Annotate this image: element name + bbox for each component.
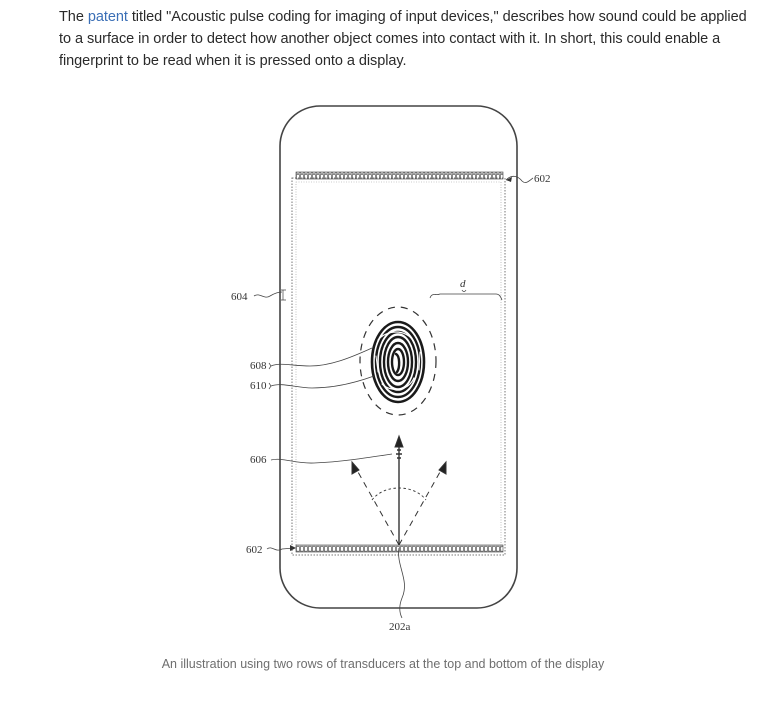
transducer-row-bottom — [296, 545, 503, 552]
patent-link[interactable]: patent — [87, 9, 128, 25]
label-d: d — [460, 278, 466, 290]
figure-caption: An illustration using two rows of transducers at the top and bottom of the display — [161, 657, 605, 671]
intro-text-start: The — [59, 9, 88, 25]
label-608: 608 — [250, 360, 267, 372]
transducer-row-top — [296, 172, 503, 179]
fingerprint-icon — [372, 322, 424, 402]
label-606: 606 — [250, 454, 267, 466]
label-610: 610 — [250, 380, 267, 392]
acoustic-beams — [352, 436, 446, 545]
label-202a: 202a — [389, 621, 411, 633]
label-604: 604 — [231, 291, 248, 303]
label-602-bottom: 602 — [246, 544, 263, 556]
intro-text-end: titled "Acoustic pulse coding for imaging of input devices," describes how sound could be applied to a surface in order to detect how another object comes into contact with it. In short, this could enable a fingerprint to be read when it is pressed onto a display. — [59, 9, 747, 69]
label-602-top: 602 — [534, 173, 551, 185]
